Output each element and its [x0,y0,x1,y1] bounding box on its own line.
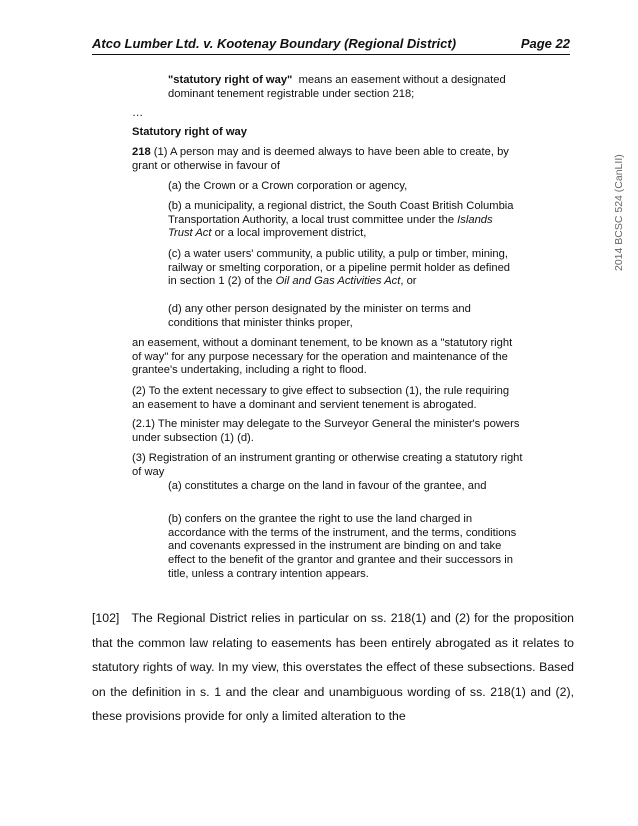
s218-1-c-post: , or [400,275,417,288]
s218-2-1: (2.1) The minister may delegate to the Surveyor General the minister's powers under subsection (1) (d). [132,418,520,444]
s218-1-d: (d) any other person designated by the minister on terms and conditions that minister thinks proper, [168,303,471,329]
s218-3-b: (b) confers on the grantee the right to use the land charged in accordance with the terms of the instrument, and the terms, conditions and covenants expressed in the instrument are binding on and take effect to the benefit of the grantor and grantee and their successors in title, unless a contrary intention appears. [168,513,517,580]
paragraph-text: The Regional District relies in particular on ss. 218(1) and (2) for the proposition that the common law relating to easements has been entirely abrogated as it relates to statutory rights of way. In my view, this overstates the effect of these subsections. Based on the definition in s. 1 and the clear and unambiguous wording of ss. 218(1) and (2), these provisions provide for only a limited alteration to the [92,611,575,723]
islands-trust-act: Islands Trust Act [168,213,493,240]
s218-1-a: (a) the Crown or a Crown corporation or agency, [168,180,408,192]
case-title: Atco Lumber Ltd. v. Kootenay Boundary (Regional District) [92,36,457,51]
definition-term: "statutory right of way" [168,74,293,86]
paragraph-102 [92,606,574,729]
s218-2: (2) To the extent necessary to give effect to subsection (1), the rule requiring an easement to have a dominant and servient tenement is abrogated. [132,385,510,411]
ellipsis: … [132,107,144,119]
s218-3: (3) Registration of an instrument granting or otherwise creating a statutory right of way [132,452,523,478]
s218-1-b-post: or a local improvement district, [214,227,367,240]
definition-text: means an easement without a designated dominant tenement registrable under section 218; [168,74,506,100]
s218-1-intro [132,146,524,173]
page-number: Page 22 [520,36,570,51]
section-heading: Statutory right of way [132,126,247,138]
section-number: 218 [132,146,151,158]
s218-1-c [168,248,518,289]
page-header [92,36,570,55]
s218-1-easement: an easement, without a dominant tenement, to be known as a "statutory right of way" for any purpose necessary for the operation and maintenance of the grantee's undertaking, including a right to flood. [132,337,513,377]
definition [168,74,518,101]
s218-1-b [168,200,518,241]
s218-1-b-pre: (b) a municipality, a regional district, the South Coast British Columbia Transportation Authority, a local trust committee under the [168,200,514,226]
side-citation: 2014 BCSC 524 (CanLII) [613,154,625,271]
paragraph-number: [102] [92,611,120,625]
oil-gas-act: Oil and Gas Activities Act [275,275,401,288]
s218-1-text: (1) A person may and is deemed always to have been able to create, by grant or otherwise in favour of [132,146,509,172]
s218-3-a: (a) constitutes a charge on the land in favour of the grantee, and [168,480,487,492]
s218-1-c-pre: (c) a water users' community, a public utility, a pulp or timber, mining, railway or smelting corporation, or a pipeline permit holder as defined in section 1 (2) of the [168,248,511,288]
